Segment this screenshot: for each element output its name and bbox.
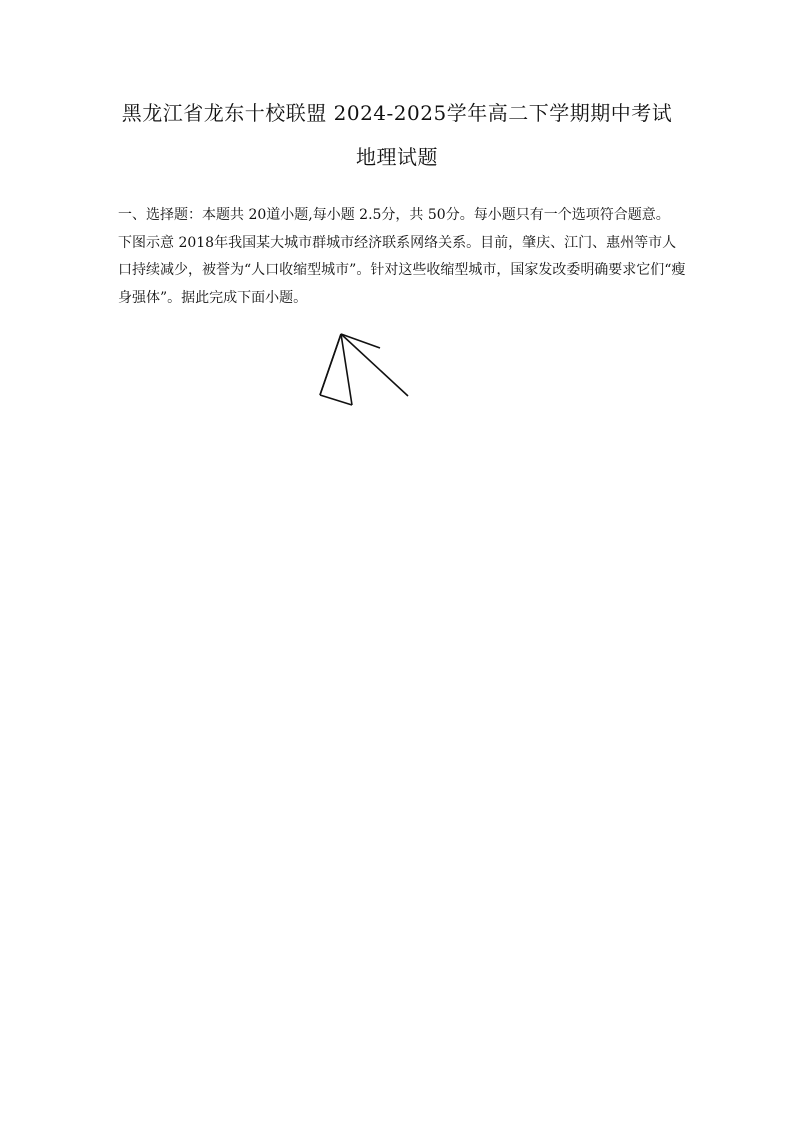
link-foshan-dongguan [341, 334, 380, 348]
section-heading: 一、选择题：本题共 20道小题,每小题 2.5分，共 50分。每小题只有一个选项符合题意。 [118, 207, 670, 223]
city-network-map [245, 314, 565, 442]
link-foshan-zhongshan [341, 334, 352, 405]
exam-subject: 地理试题 [356, 145, 438, 169]
exam-title: 黑龙江省龙东十校联盟 2024-2025学年高二下学期期中考试 [121, 101, 673, 125]
very-close-links [320, 334, 408, 405]
link-foshan-shenzhen [341, 334, 408, 396]
intro-line: 下图示意 2018年我国某大城市群城市经济联系网络关系。目前，肇庆、江门、惠州等市人 [118, 235, 677, 251]
link-foshan-jiangmen-2 [320, 334, 341, 395]
intro-line: 身强体”。据此完成下面小题。 [118, 290, 308, 306]
city-network-figure [245, 314, 565, 442]
intro-line: 口持续减少，被誉为“人口收缩型城市”。针对这些收缩型城市，国家发改委明确要求它们“瘦 [118, 262, 686, 278]
link-jiangmen-zhongshan [320, 395, 352, 405]
